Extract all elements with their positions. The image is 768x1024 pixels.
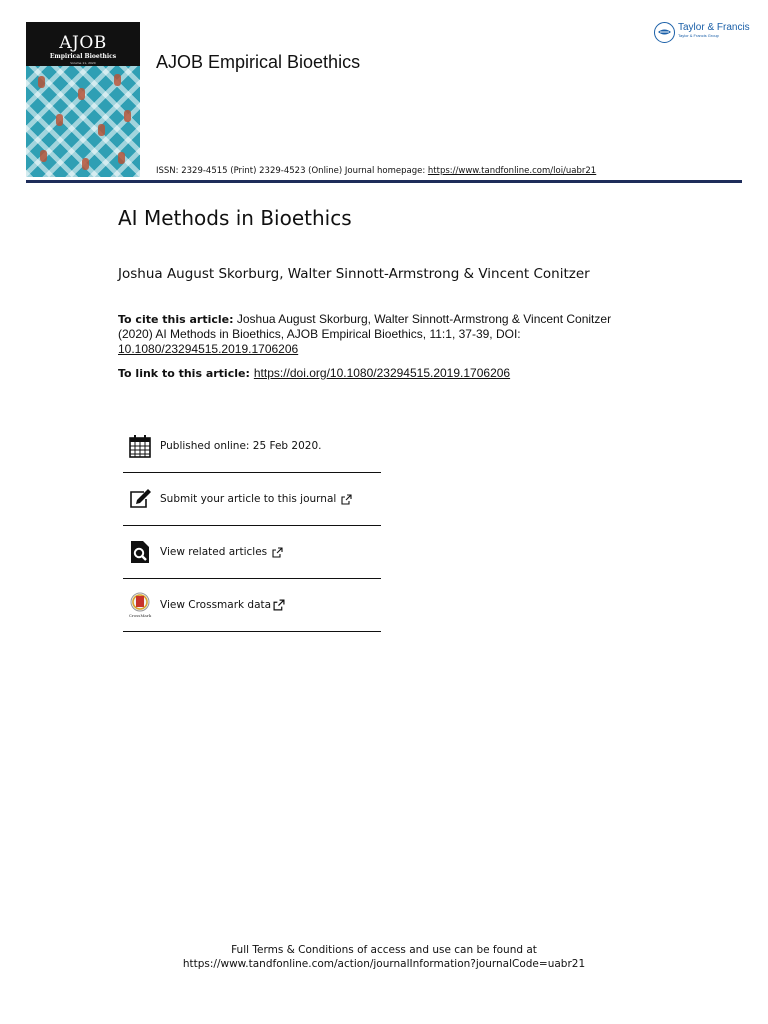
footer-line-1: Full Terms & Conditions of access and use can be found at — [231, 944, 537, 956]
journal-homepage-link[interactable]: https://www.tandfonline.com/loi/uabr21 — [427, 166, 597, 176]
footer-terms-link[interactable]: https://www.tandfonline.com/action/journalInformation?journalCode=uabr21 — [182, 958, 586, 970]
publisher-logo-icon — [654, 22, 675, 43]
article-authors: Joshua August Skorburg, Walter Sinnott-Armstrong & Vincent Conitzer — [118, 266, 590, 282]
issn-line — [156, 166, 596, 176]
publisher-logo[interactable] — [654, 22, 750, 43]
external-link-icon — [272, 547, 283, 558]
cite-label: To cite this article: — [118, 313, 234, 326]
related-articles-row[interactable] — [123, 526, 381, 579]
citation-block — [118, 312, 638, 357]
link-label: To link to this article: — [118, 367, 250, 380]
cover-subtitle: Empirical Bioethics — [49, 53, 117, 60]
crossmark-icon — [127, 592, 153, 618]
crossmark-caption: CrossMark — [128, 613, 152, 618]
publisher-group: Taylor & Francis Group — [678, 33, 719, 38]
article-title: AI Methods in Bioethics — [118, 206, 352, 230]
article-doi-link[interactable]: https://doi.org/10.1080/23294515.2019.1706206 — [253, 366, 511, 380]
article-link-line — [118, 366, 510, 380]
cover-volume: Volume 11, 2020 — [70, 61, 96, 65]
submit-article-row[interactable] — [123, 473, 381, 526]
external-link-icon — [341, 494, 352, 505]
publisher-name: Taylor & Francis — [678, 22, 750, 33]
header-divider — [26, 180, 742, 183]
submit-article-label[interactable]: Submit your article to this journal — [160, 493, 337, 505]
journal-name: AJOB Empirical Bioethics — [156, 52, 361, 72]
calendar-icon — [127, 433, 153, 459]
cite-doi-link[interactable]: 10.1080/23294515.2019.1706206 — [118, 342, 299, 356]
cover-title-band — [26, 22, 140, 66]
crossmark-row[interactable] — [123, 579, 381, 632]
related-articles-icon — [127, 539, 153, 565]
edit-icon — [127, 486, 153, 512]
footer-terms — [0, 943, 768, 971]
cover-title: AJOB — [59, 33, 107, 53]
cover-pattern — [26, 66, 140, 177]
cite-text: Joshua August Skorburg, Walter Sinnott-Armstrong & Vincent Conitzer (2020) AI Methods in Bioethics, AJOB Empirical Bioethics, 11:1, 37-39, DOI: — [118, 312, 612, 341]
external-link-icon — [273, 599, 285, 611]
journal-cover-image — [26, 22, 140, 177]
article-info-list — [123, 420, 381, 632]
published-online-label: Published online: 25 Feb 2020. — [160, 440, 322, 452]
issn-text: ISSN: 2329-4515 (Print) 2329-4523 (Online) Journal homepage: — [156, 166, 428, 176]
related-articles-label[interactable]: View related articles — [160, 546, 268, 558]
crossmark-label[interactable]: View Crossmark data — [160, 599, 272, 611]
published-online-row — [123, 420, 381, 473]
